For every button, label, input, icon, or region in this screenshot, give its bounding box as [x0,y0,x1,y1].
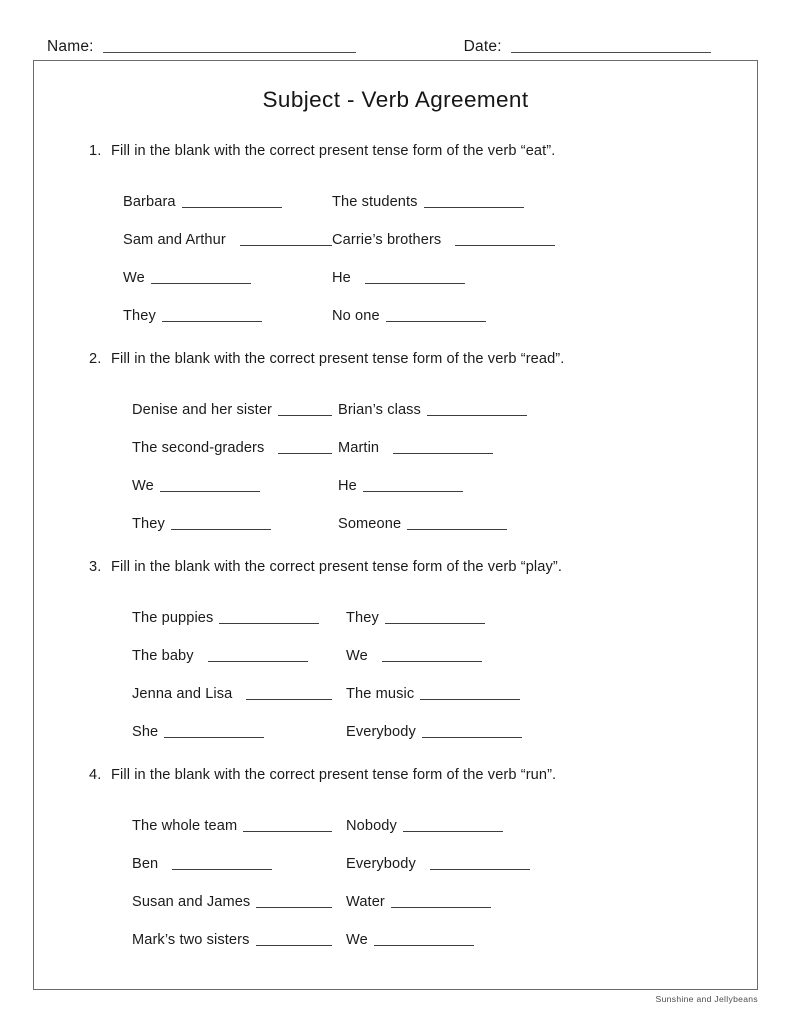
answer-blank[interactable] [160,491,260,492]
question-instruction: Fill in the blank with the correct present tense form of the verb “eat”. [111,143,556,159]
question-instruction: Fill in the blank with the correct present tense form of the verb “read”. [111,351,565,367]
answer-item [332,610,485,627]
subject-text: Someone [338,516,402,532]
subject-text: Sam and Arthur [123,232,226,248]
question-number: 2. [89,351,102,367]
question-instruction: Fill in the blank with the correct present tense form of the verb “play”. [111,559,562,575]
name-write-in-line[interactable] [103,52,356,53]
question-prompt [34,143,757,159]
date-label: Date: [463,38,502,55]
answer-blank[interactable] [430,869,530,870]
subject-text: The baby [132,648,194,664]
item-row [34,381,757,419]
subject-text: Nobody [346,818,397,834]
answer-item [332,932,474,949]
answer-blank[interactable] [256,907,332,908]
answer-item [332,818,503,835]
answer-blank[interactable] [219,623,319,624]
answer-item [34,516,332,533]
answer-blank[interactable] [365,283,465,284]
subject-text: Denise and her sister [132,402,272,418]
item-row [34,287,757,325]
answer-item [332,232,555,249]
answer-item [34,232,332,249]
answer-blank[interactable] [391,907,491,908]
answer-item [34,686,332,703]
answer-blank[interactable] [420,699,520,700]
subject-text: The students [332,194,418,210]
item-row [34,495,757,533]
answer-item [34,894,332,911]
answer-blank[interactable] [424,207,524,208]
subject-text: Everybody [346,856,416,872]
answer-blank[interactable] [172,869,272,870]
item-row [34,703,757,741]
answer-item [332,516,507,533]
answer-blank[interactable] [164,737,264,738]
answer-item [34,308,332,325]
item-row [34,419,757,457]
answer-blank[interactable] [403,831,503,832]
answer-blank[interactable] [208,661,308,662]
answer-item [332,894,491,911]
item-row [34,457,757,495]
date-field-group [464,38,711,56]
question-number: 1. [89,143,102,159]
student-info-row [0,30,791,56]
answer-item [34,194,332,211]
subject-text: They [132,516,165,532]
subject-text: The puppies [132,610,214,626]
subject-text: They [346,610,379,626]
item-row [34,249,757,287]
answer-item [34,856,332,873]
answer-item [34,648,332,665]
subject-text: Water [346,894,385,910]
answer-blank[interactable] [407,529,507,530]
subject-text: We [132,478,154,494]
subject-text: He [332,270,351,286]
subject-text: Brian’s class [338,402,421,418]
subject-text: Everybody [346,724,416,740]
worksheet-border-box [33,60,758,990]
answer-blank[interactable] [278,453,332,454]
subject-text: Barbara [123,194,176,210]
answer-blank[interactable] [382,661,482,662]
answer-item [332,270,465,287]
answer-item [332,440,493,457]
answer-items [34,173,757,325]
answer-item [332,724,522,741]
footer-credit: Sunshine and Jellybeans [655,994,758,1004]
question-prompt [34,351,757,367]
answer-blank[interactable] [427,415,527,416]
answer-blank[interactable] [374,945,474,946]
subject-text: We [346,648,368,664]
answer-blank[interactable] [246,699,332,700]
answer-item [34,402,332,419]
subject-text: The second-graders [132,440,265,456]
answer-blank[interactable] [363,491,463,492]
answer-blank[interactable] [385,623,485,624]
page-title: Subject - Verb Agreement [262,87,529,112]
name-field-group [47,38,356,56]
subject-text: Carrie’s brothers [332,232,442,248]
answer-item [34,478,332,495]
question-block [34,767,757,949]
subject-text: They [123,308,156,324]
question-prompt [34,767,757,783]
answer-items [34,381,757,533]
subject-text: We [346,932,368,948]
subject-text: The whole team [132,818,238,834]
item-row [34,627,757,665]
subject-text: We [123,270,145,286]
answer-blank[interactable] [240,245,332,246]
answer-items [34,589,757,741]
answer-blank[interactable] [422,737,522,738]
answer-item [34,818,332,835]
item-row [34,211,757,249]
item-row [34,911,757,949]
subject-text: Jenna and Lisa [132,686,233,702]
subject-text: Mark’s two sisters [132,932,250,948]
answer-item [34,932,332,949]
answer-item [34,610,332,627]
question-block [34,351,757,533]
answer-blank[interactable] [455,245,555,246]
name-label: Name: [47,38,94,55]
answer-item [34,270,332,287]
answer-item [332,402,527,419]
item-row [34,589,757,627]
question-block [34,559,757,741]
date-write-in-line[interactable] [511,52,711,53]
item-row [34,665,757,703]
answer-blank[interactable] [386,321,486,322]
answer-blank[interactable] [151,283,251,284]
question-block [34,143,757,325]
subject-text: She [132,724,159,740]
answer-blank[interactable] [256,945,333,946]
question-number: 3. [89,559,102,575]
answer-blank[interactable] [393,453,493,454]
answer-item [332,686,520,703]
answer-blank[interactable] [182,207,282,208]
answer-item [34,440,332,457]
answer-item [332,856,530,873]
subject-text: The music [346,686,415,702]
answer-item [332,648,482,665]
item-row [34,797,757,835]
subject-text: Martin [338,440,380,456]
question-instruction: Fill in the blank with the correct present tense form of the verb “run”. [111,767,557,783]
subject-text: Ben [132,856,159,872]
answer-item [332,194,524,211]
question-number: 4. [89,767,102,783]
answer-item [34,724,332,741]
subject-text: Susan and James [132,894,251,910]
item-row [34,173,757,211]
answer-blank[interactable] [171,529,271,530]
item-row [34,835,757,873]
answer-item [332,478,463,495]
answer-blank[interactable] [243,831,332,832]
item-row [34,873,757,911]
subject-text: He [338,478,357,494]
answer-item [332,308,486,325]
question-prompt [34,559,757,575]
answer-blank[interactable] [162,321,262,322]
answer-items [34,797,757,949]
subject-text: No one [332,308,380,324]
answer-blank[interactable] [278,415,332,416]
